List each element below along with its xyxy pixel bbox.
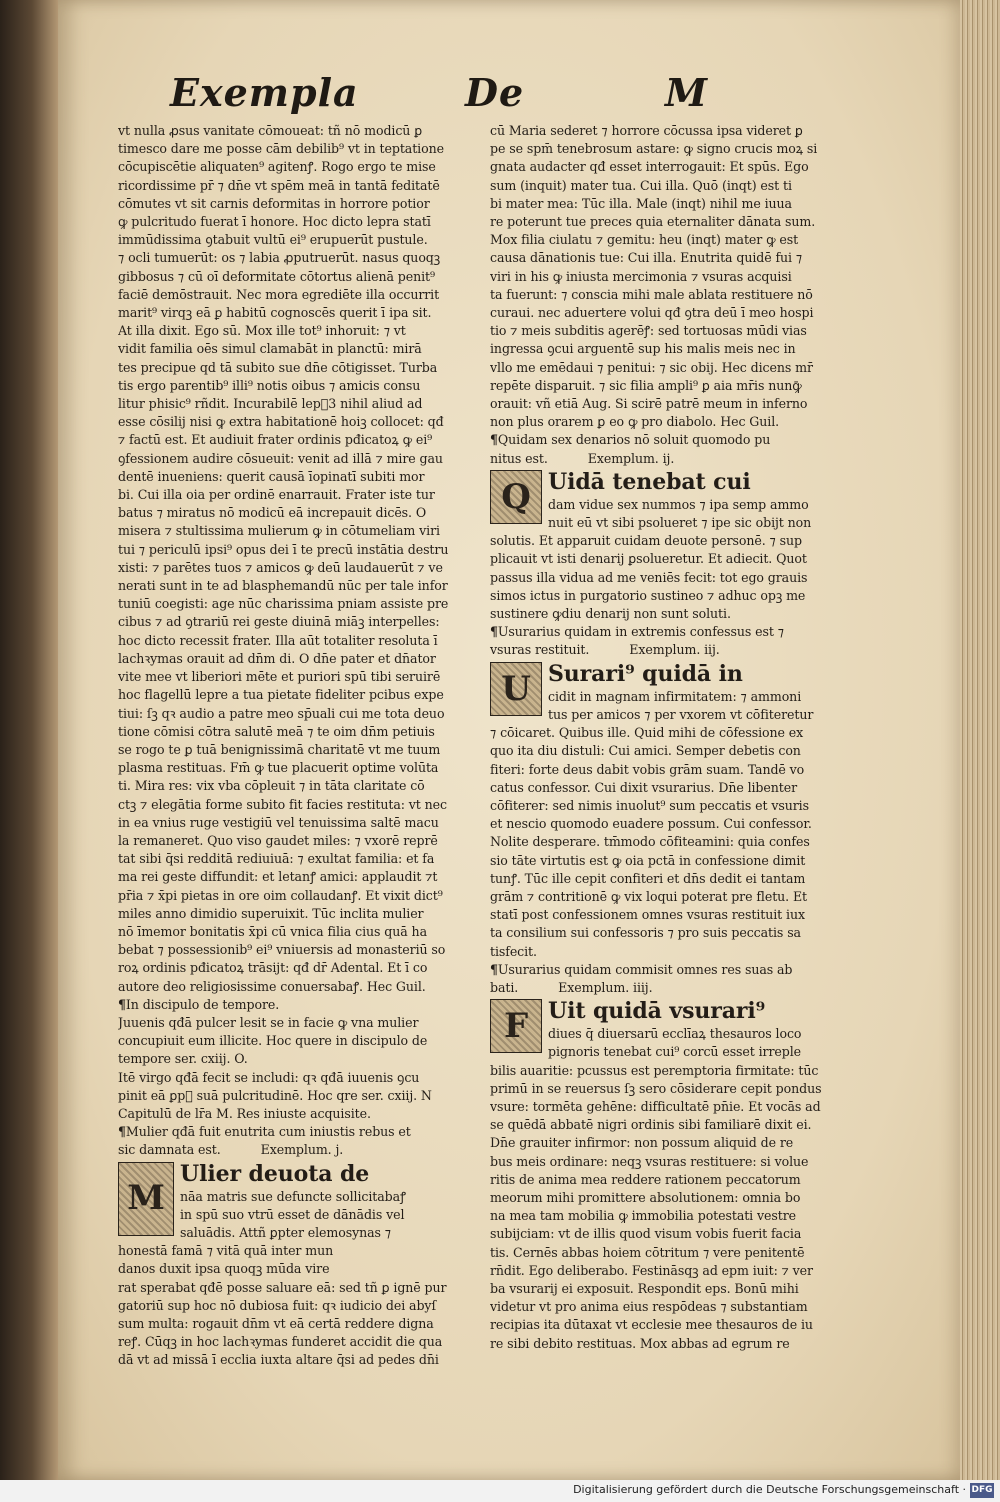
text-line: tis. Cernēs abbas hoiem cōtritum ⁊ vere penitentē [490,1244,805,1260]
text-line: ba vsurarij ei exposuit. Respondit eps. Bonū mihi [490,1280,799,1296]
text-line: vsure: tormēta gehēne: difficultatē pn̄ie. Et vocās ad [490,1098,821,1114]
text-line: nerati sunt in te ad blasphemandū nūc per tale infor [118,578,448,594]
text-line: miles anno dimidio superuixit. Tūc inclita mulier [118,905,424,921]
rubric-in-discipulo: ¶In discipulo de tempore. [118,996,280,1012]
text-line: tisfecit. [490,943,537,959]
text-line: nāa matris sue defuncte sollicitabaꝭ [180,1188,406,1204]
rubric-mulier: ¶Mulier qđā fuit enutrita cum iniustis rebus et [118,1124,411,1140]
text-line: ctꝫ ⁊ elegātia forme subito fit facies restituta: vt nec [118,796,447,812]
text-line: faciē demōstrauit. Nec mora egrediēte illa occurrit [118,286,440,302]
text-line: recipias ita dūtaxat vt ecclesie mee thesauros de iu [490,1317,813,1333]
text-line: tiui: ſꝫ qꝛ audio a patre meo sp̄uali cui me tota deuo [118,705,445,721]
text-line: primū in se reuersus ſꝫ sero cōsiderare cepit pondus [490,1080,822,1096]
text-line: plasma restituas. Fm̄ ꝙ tue placuerit optime volūta [118,760,439,776]
text-line: bebat ⁊ possessionib⁹ ei⁹ vniuersis ad monasteriū so [118,942,446,958]
text-line: passus illa vidua ad me veniēs fecit: tot ego grauis [490,569,808,585]
text-line: dentē inueniens: querit causā īopinatī subiti mor [118,468,425,484]
left-paragraph-3 [118,1069,496,1124]
section-incipit: Uit quidā vsurari⁹ [548,998,766,1025]
text-line: tui ⁊ periculū ipsi⁹ opus dei ī te precū instātia destru [118,541,449,557]
text-line: solutis. Et apparuit cuidam deuote personē. ⁊ sup [490,533,802,549]
text-line: fiteri: forte deus dabit vobis grām suam. Tandē vo [490,761,805,777]
text-line: re sibi debito restituas. Mox abbas ad egrum re [490,1335,790,1351]
text-line: pe se spm̄ tenebrosum astare: ꝙ signo crucis moꝝ si [490,141,818,157]
text-line: ta consilium sui confessoris ⁊ pro suis peccatis sa [490,925,801,941]
right-paragraph-3 [490,688,862,961]
text-line: pignoris tenebat cui⁹ corcū esset irreple [548,1044,801,1060]
text-line: hoc dicto recessit frater. Illa aūt totaliter resoluta ī [118,632,438,648]
text-line: ⁊ factū est. Et audiuit frater ordinis pđicatoꝝ ꝙ ei⁹ [118,432,433,448]
decorated-initial: M [118,1162,174,1236]
running-head-middle: De [465,70,525,115]
text-line: viri in his ꝙ iniusta mercimonia ⁊ vsuras acquisi [490,268,792,284]
text-line: Mox filia ciulatu ⁊ gemitu: heu (inqt) mater ꝙ est [490,232,799,248]
text-line: dā vt ad missā ī ecclia iuxta altare q̄si ad pedes dn̄i [118,1352,439,1368]
right-column [490,122,862,1353]
text-line: litur phisic⁹ rñdit. Incurabilē lepᷓ3 nihil aliud ad [118,396,423,412]
text-line: concupiuit eum illicite. Hoc quere in discipulo de [118,1033,428,1049]
text-line: ritis de anima mea reddere rationem peccatorum [490,1171,801,1187]
text-line: videtur vt pro anima eius respōdeas ⁊ substantiam [490,1299,808,1315]
text-line: causa dānationis tue: Cui illa. Enutrita quidē fui ⁊ [490,250,803,266]
text-line: Juuenis qđā pulcer lesit se in facie ꝙ vna mulier [118,1014,419,1030]
text-line: ricordissime pr̄ ⁊ dn̄e vt spēm meā in tantā feditatē [118,177,440,193]
text-line: nuit eū vt sibi psolueret ⁊ ipe sic obijt non [548,515,812,531]
text-line: ꝯfessionem audire cōsueuit: venit ad illā ⁊ mire gau [118,450,443,466]
text-line: honestā famā ⁊ vitā quā inter mun [118,1243,334,1259]
exemplum-number: Exemplum. j. [260,1142,344,1158]
right-paragraph-2 [490,496,862,623]
text-line: roꝝ ordinis pđicatoꝝ trāsijt: qđ dr̄ Adental. Et ī co [118,960,428,976]
text-line: vidit familia oēs simul clamabāt in planctū: mirā [118,341,422,357]
text-line: Dn̄e grauiter infirmor: non possum aliquid de re [490,1135,794,1151]
text-line: curaui. nec aduertere volui qđ ꝯtra deū ī meo hospi [490,305,814,321]
text-line: tes precipue qd tā subito sue dn̄e cōtigisset. Turba [118,359,438,375]
text-line: sum multa: rogauit dn̄m vt eā certā reddere digna [118,1316,434,1331]
text-line: hoc flagellū lepre a tua pietate fideliter pcibus expe [118,687,444,703]
text-line: in ea vnius ruge vestigiū vel tenuissima saltē macu [118,814,439,830]
text-line: Itē virgo qđā fecit se includi: qꝛ qđā iuuenis ꝯcu [118,1069,420,1085]
text-line: tempore ser. cxiij. O. [118,1051,248,1067]
decorated-initial: Q [490,470,542,524]
text-line: simos ictus in purgatorio sustineo ⁊ adhuc opꝫ me [490,587,806,603]
exemplum-number: Exemplum. ij. [587,450,675,466]
text-line: diues q̄ diuersarū ecclīaꝝ thesauros loco [548,1026,802,1042]
section-incipit: Ulier deuota de [180,1160,370,1187]
text-line: ti. Mira res: vix vba cōpleuit ⁊ in tāta claritate cō [118,778,425,794]
text-line: cōmutes vt sit carnis deformitas in horrore potior [118,195,430,211]
text-line: cū Maria sederet ⁊ horrore cōcussa ipsa videret ꝑ [490,123,803,138]
text-line: Nolite desperare. tm̄modo cōfiteamini: quia confes [490,834,810,850]
text-line: nō īmemor bonitatis x̄pi cū vnica filia cius quā ha [118,923,427,939]
text-line: sum (inquit) mater tua. Cui illa. Quō (inqt) est ti [490,177,792,193]
text-line: ma rei geste diffundit: et letanꝭ amici: applaudit ⁊t [118,869,438,885]
text-line: se quēdā abbatē nigri ordinis sibi familiarē dixit ei. [490,1117,812,1133]
text-line: vt nulla ꝓsus vanitate cōmoueat: tñ nō modicū ꝑ [118,123,423,138]
rubric-mulier-cont: sic damnata est. Exemplum. j. [118,1142,344,1158]
text-line: marit⁹ virqꝫ eā ꝑ habitū cognoscēs querit ī ipa sit. [118,305,432,321]
text-line: pr̄ia ⁊ x̄pi pietas in ore oim collaudanꝭ. Et vixit dict⁹ [118,887,443,903]
dfg-logo: DFG [970,1483,994,1498]
text-line: tio ⁊ meis subditis agerēꝭ: sed tortuosas mūdi vias [490,323,807,339]
text-line: autore deo religiosissime conuersabaꝭ. Hec Guil. [118,978,426,994]
text-line: dam vidue sex nummos ⁊ ipa semp ammo [548,496,809,512]
left-paragraph-2 [118,1014,496,1069]
text-line: in spū suo vtrū esset de dānādis vel [180,1206,405,1222]
rubric-quidam-sex: ¶Quidam sex denarios nō soluit quomodo pu [490,432,771,448]
right-paragraph-1 [490,122,862,431]
funding-credit: Digitalisierung gefördert durch die Deutsche Forschungsgemeinschaft · [573,1483,966,1496]
text-line: tus per amicos ⁊ per vxorem vt cōfiteretur [548,706,814,722]
text-line: bus meis ordinare: neqꝫ vsuras restituere: si volue [490,1153,809,1169]
text-line: repēte disparuit. ⁊ sic filia ampli⁹ ꝑ aia mr̄is nunꝙ̄ [490,377,802,393]
text-line: na mea tam mobilia ꝙ immobilia potestati vestre [490,1208,796,1224]
decorated-initial: U [490,662,542,716]
right-paragraph-4 [490,1025,862,1353]
text-line: gibbosus ⁊ cū oī deformitate cōtortus alienā penit⁹ [118,268,435,284]
running-head [110,70,910,130]
text-line: grām ⁊ contritionē ꝙ vix loqui poterat pre fletu. Et [490,888,808,904]
left-paragraph-4 [118,1188,496,1370]
text-line: sio tāte virtutis est ꝙ oia pctā in confessione dimit [490,852,806,868]
text-line: tat sibi q̄si redditā rediuiuā: ⁊ exultat familia: et fa [118,851,435,867]
text-line: pinit eā ꝑpᷓ suā pulcritudinē. Hoc qre ser. cxiij. N [118,1087,432,1103]
text-line: xisti: ⁊ parētes tuos ⁊ amicos ꝙ deū laudauerūt ⁊ ve [118,559,443,575]
text-line: quo ita diu distuli: Cui amici. Semper debetis con [490,743,801,759]
text-line: et nescio quomodo euadere possum. Cui confessor. [490,816,812,832]
text-line: vllo me emēdaui ⁊ penitui: ⁊ sic obij. Hec dicens mr̄ [490,359,813,375]
text-line: re poterunt tue preces quia eternaliter dānata sum. [490,214,816,230]
text-line: batus ⁊ miratus nō modicū eā increpauit dicēs. O [118,505,427,521]
text-line: cōfiterer: sed nimis inuolut⁹ sum peccatis et vsuris [490,797,809,813]
rubric-usurarius-2-cont: bati. Exemplum. iiij. [490,979,653,995]
text-line: gnata audacter qđ esset interrogauit: Et spūs. Ego [490,159,809,175]
text-line: vite mee vt liberiori mēte et puriori spū tibi seruirē [118,669,441,685]
text-line: ꝙ pulcritudo fuerat ī honore. Hoc dicto lepra statī [118,214,431,230]
text-line: statī post confessionem omnes vsuras restituit iux [490,907,805,923]
text-line: cōcupiscētie aliquaten⁹ agitenꝭ. Rogo ergo te mise [118,159,436,175]
text-line: cibus ⁊ ad ꝯtrariū rei geste diuinā miāꝫ interpelles: [118,614,440,630]
text-line: rat sperabat qđē posse saluare eā: sed tñ ꝑ ignē pur [118,1279,447,1295]
text-line: danos duxit ipsa quoqꝫ mūda vire [118,1261,330,1277]
text-line: saluādis. Attñ ꝑpter elemosynas ⁊ [180,1224,391,1240]
left-paragraph-1 [118,122,496,996]
exemplum-number: Exemplum. iiij. [558,979,653,995]
text-line: Capitulū de lr̄a M. Res iniuste acquisite. [118,1105,371,1121]
text-line: ta fuerunt: ⁊ conscia mihi male ablata restituere nō [490,286,813,302]
text-line: ingressa ꝯcui arguentē sup his malis meis nec in [490,341,796,357]
rubric-usurarius-1-cont: vsuras restituit. Exemplum. iij. [490,642,720,658]
running-head-left: Exempla [170,70,359,115]
text-line: At illa dixit. Ego sū. Mox ille tot⁹ inhoruit: ⁊ vt [118,323,406,339]
footer-bar [0,1480,1000,1502]
decorated-initial: F [490,999,542,1053]
text-line: tione cōmisi cōtra salutē meā ⁊ te oim dn̄m petiuis [118,723,435,739]
rubric-usurarius-2: ¶Usurarius quidam commisit omnes res suas ab [490,961,793,977]
page-stack-edge [960,0,1000,1480]
text-line: cidit in magnam infirmitatem: ⁊ ammoni [548,688,802,704]
text-line: timesco dare me posse cām debilib⁹ vt in teptatione [118,141,444,157]
left-column [118,122,496,1370]
text-line: la remaneret. Quo viso gaudet miles: ⁊ vxorē reprē [118,832,438,848]
text-line: bi. Cui illa oia per ordinē enarrauit. Frater iste tur [118,487,435,503]
rubric-quidam-sex-cont: nitus est. Exemplum. ij. [490,450,675,466]
text-line: tunꝭ. Tūc ille cepit confiteri et dn̄s dedit ei tantam [490,870,806,886]
text-line: ⁊ ocli tumuerūt: os ⁊ labia ꝓputruerūt. nasus quoqꝫ [118,250,441,266]
text-line: subijciam: vt de illis quod visum vobis fuerit facia [490,1226,802,1242]
text-line: reꝭ. Cūqꝫ in hoc lachꝛymas funderet accidit die qua [118,1334,443,1350]
book-binding-edge [0,0,58,1502]
text-line: misera ⁊ stultissima mulierum ꝙ in cōtumeliam viri [118,523,440,539]
text-line: plicauit vt isti denarij ꝑsolueretur. Et adiecit. Quot [490,551,807,567]
text-line: bilis auaritie: pcussus est peremptoria firmitate: tūc [490,1062,819,1078]
rubric-usurarius-1: ¶Usurarius quidam in extremis confessus est ⁊ [490,624,784,640]
text-line: catus confessor. Cui dixit vsurarius. Dn̄e libenter [490,779,797,795]
text-line: sustinere ꝙdiu denarij non sunt soluti. [490,606,731,622]
section-incipit: Surari⁹ quidā in [548,660,743,687]
exemplum-number: Exemplum. iij. [629,642,720,658]
text-line: tis ergo parentib⁹ illi⁹ notis oibus ⁊ amicis consu [118,377,421,393]
text-line: orauit: vñ etiā Aug. Si scirē patrē meum in inferno [490,396,808,412]
text-line: bi mater mea: Tūc illa. Male (inqt) nihil me iuua [490,195,792,211]
text-line: lachꝛymas orauit ad dn̄m di. O dn̄e pater et dn̄ator [118,650,436,666]
text-line: meorum mihi promittere absolutionem: omnia bo [490,1189,801,1205]
text-line: non plus orarem ꝑ eo ꝙ pro diabolo. Hec Guil. [490,414,780,430]
text-line: immūdissima ꝯtabuit vultū ei⁹ erupuerūt pustule. [118,232,428,248]
section-incipit: Uidā tenebat cui [548,468,751,495]
text-line: ⁊ cōicaret. Quibus ille. Quid mihi de cōfessione ex [490,725,804,741]
text-line: tuniū coegisti: age nūc charissima pniam assiste pre [118,596,449,612]
text-line: esse cōsilij nisi ꝙ extra habitationē hoiꝫ collocet: qđ [118,414,444,430]
text-line: se rogo te ꝑ tuā benignissimā charitatē vt me tuum [118,741,441,757]
running-head-right: M [665,70,709,115]
text-line: rn̄dit. Ego deliberabo. Festināsqꝫ ad epm iuit: ⁊ ver [490,1262,813,1278]
text-line: gatoriū sup hoc nō dubiosa fuit: qꝛ iudicio dei abyſ [118,1297,437,1313]
